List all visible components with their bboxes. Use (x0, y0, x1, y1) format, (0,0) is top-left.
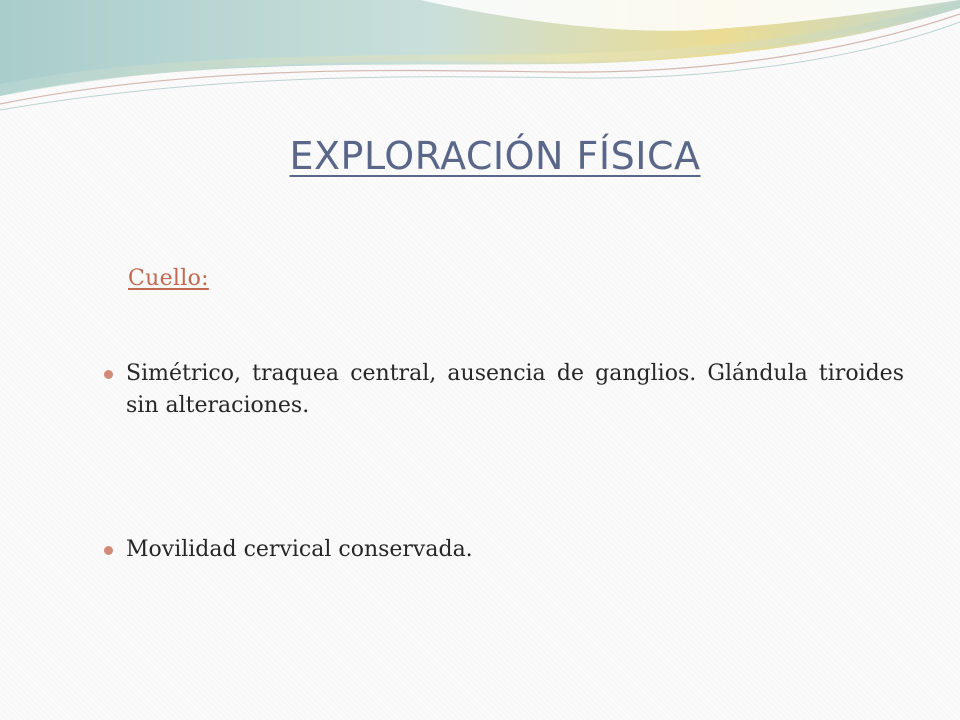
bullet-list (104, 358, 904, 566)
header-wave-decoration (0, 0, 960, 120)
bullet-text: Simétrico, traquea central, ausencia de ganglios. Glándula tiroides sin alteraciones. (126, 361, 904, 418)
bullet-text: Movilidad cervical conservada. (126, 537, 473, 562)
section-heading: Cuello: (128, 266, 209, 291)
bullet-dot-icon (104, 546, 113, 555)
bullet-item (104, 534, 904, 566)
bullet-dot-icon (104, 370, 113, 379)
bullet-item (104, 358, 904, 422)
slide-title: EXPLORACIÓN FÍSICA (289, 134, 701, 178)
